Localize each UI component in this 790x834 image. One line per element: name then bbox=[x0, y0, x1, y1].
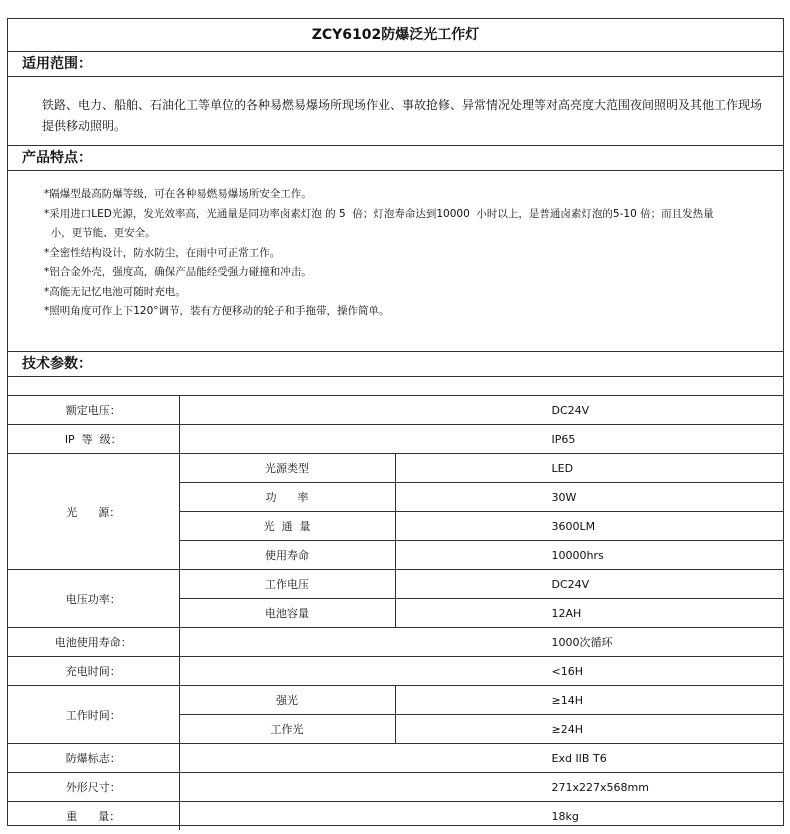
features-heading: 产品特点： bbox=[8, 146, 783, 171]
table-row bbox=[8, 802, 783, 831]
spec-value: 10000hrs bbox=[395, 541, 783, 570]
table-row bbox=[8, 686, 783, 715]
spec-value: DC24V bbox=[179, 396, 783, 425]
feature-item: *采用进口LED光源，发光效率高，光通量是同功率卤素灯泡 的 5 倍；灯泡寿命达到10000 小时以上，是普通卤素灯泡的5-10 倍；而且发热量 小，更节能、更安全。 bbox=[44, 207, 714, 239]
spec-sheet bbox=[7, 18, 784, 826]
specs-table bbox=[8, 395, 783, 830]
feature-item: *全密性结构设计，防水防尘，在雨中可正常工作。 bbox=[44, 246, 281, 259]
spec-label: 电池使用寿命： bbox=[8, 628, 179, 657]
spec-sublabel: 光源类型 bbox=[179, 454, 395, 483]
spec-label: 额定电压： bbox=[8, 396, 179, 425]
table-row bbox=[8, 773, 783, 802]
spec-sublabel: 工作光 bbox=[179, 715, 395, 744]
spec-label: 防爆标志： bbox=[8, 744, 179, 773]
spec-value: 12AH bbox=[395, 599, 783, 628]
spec-value: 18kg bbox=[179, 802, 783, 831]
usage-heading: 适用范围： bbox=[8, 52, 783, 77]
spec-value: LED bbox=[395, 454, 783, 483]
spec-value: Exd IIB T6 bbox=[179, 744, 783, 773]
spec-sublabel: 功 率 bbox=[179, 483, 395, 512]
feature-item: *照明角度可作上下120°调节，装有方便移动的轮子和手拖带，操作简单。 bbox=[44, 305, 390, 317]
spec-value: 3600LM bbox=[395, 512, 783, 541]
spec-sublabel: 使用寿命 bbox=[179, 541, 395, 570]
feature-item: *铝合金外壳，强度高，确保产品能经受强力碰撞和冲击。 bbox=[44, 266, 312, 278]
spec-sublabel: 强光 bbox=[179, 686, 395, 715]
spec-value: ≥14H bbox=[395, 686, 783, 715]
table-row bbox=[8, 396, 783, 425]
spec-value: 30W bbox=[395, 483, 783, 512]
spec-value: DC24V bbox=[395, 570, 783, 599]
spec-label: 重 量： bbox=[8, 802, 179, 831]
spec-value: 1000次循环 bbox=[179, 628, 783, 657]
usage-text: 铁路、电力、船舶、石油化工等单位的各种易燃易爆场所现场作业、事故抢修、异常情况处理等对高亮度大范围夜间照明及其他工作现场提供移动照明。 bbox=[8, 77, 783, 146]
table-row bbox=[8, 454, 783, 483]
spec-label: 光 源： bbox=[8, 454, 179, 570]
table-row bbox=[8, 744, 783, 773]
spec-label: IP 等 级： bbox=[8, 425, 179, 454]
spec-sublabel: 工作电压 bbox=[179, 570, 395, 599]
table-row bbox=[8, 657, 783, 686]
spec-value: ≥24H bbox=[395, 715, 783, 744]
page-title: ZCY6102防爆泛光工作灯 bbox=[8, 19, 783, 52]
spec-sublabel: 光 通 量 bbox=[179, 512, 395, 541]
spec-label: 外形尺寸： bbox=[8, 773, 179, 802]
spec-label: 工作时间： bbox=[8, 686, 179, 744]
spec-value: <16H bbox=[179, 657, 783, 686]
table-row bbox=[8, 425, 783, 454]
spec-value: 271x227x568mm bbox=[179, 773, 783, 802]
spec-value: IP65 bbox=[179, 425, 783, 454]
feature-item: *隔爆型最高防爆等级，可在各种易燃易爆场所安全工作。 bbox=[44, 188, 312, 200]
features-list bbox=[8, 171, 783, 352]
feature-item: *高能无记忆电池可随时充电。 bbox=[44, 285, 186, 298]
spec-label: 充电时间： bbox=[8, 657, 179, 686]
spec-label: 电压功率： bbox=[8, 570, 179, 628]
spec-sublabel: 电池容量 bbox=[179, 599, 395, 628]
specs-heading: 技术参数： bbox=[8, 352, 783, 377]
table-row bbox=[8, 628, 783, 657]
table-row bbox=[8, 570, 783, 599]
